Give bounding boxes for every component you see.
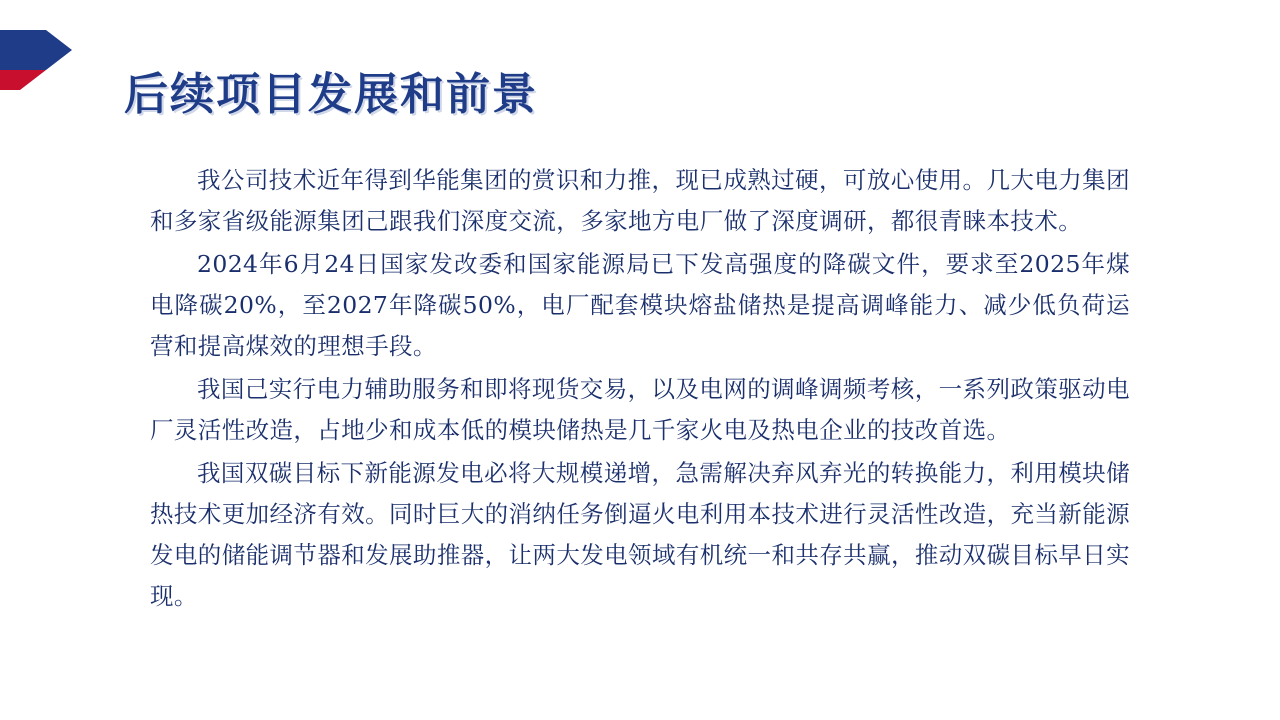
paragraph: 2024年6月24日国家发改委和国家能源局已下发高强度的降碳文件，要求至2025年煤电降碳20%，至2027年降碳50%，电厂配套模块熔盐储热是提高调峰能力、减少低负荷运营和提高煤效的理想手段。 [150, 250, 1130, 360]
corner-chevron-icon [0, 30, 72, 90]
paragraph: 我国己实行电力辅助服务和即将现货交易，以及电网的调峰调频考核，一系列政策驱动电厂灵活性改造，占地少和成本低的模块储热是几千家火电及热电企业的技改首选。 [150, 375, 1130, 444]
page-title: 后续项目发展和前景 [124, 69, 538, 120]
body-text-block [150, 160, 1130, 619]
paragraph: 我国双碳目标下新能源发电必将大规模递增，急需解决弃风弃光的转换能力，利用模块储热技术更加经济有效。同时巨大的消纳任务倒逼火电利用本技术进行灵活性改造，充当新能源发电的储能调节器和发展助推器，让两大发电领域有机统一和共存共赢，推动双碳目标早日实现。 [150, 459, 1130, 610]
paragraph: 我公司技术近年得到华能集团的赏识和力推，现已成熟过硬，可放心使用。几大电力集团和多家省级能源集团己跟我们深度交流，多家地方电厂做了深度调研，都很青睐本技术。 [150, 166, 1130, 235]
